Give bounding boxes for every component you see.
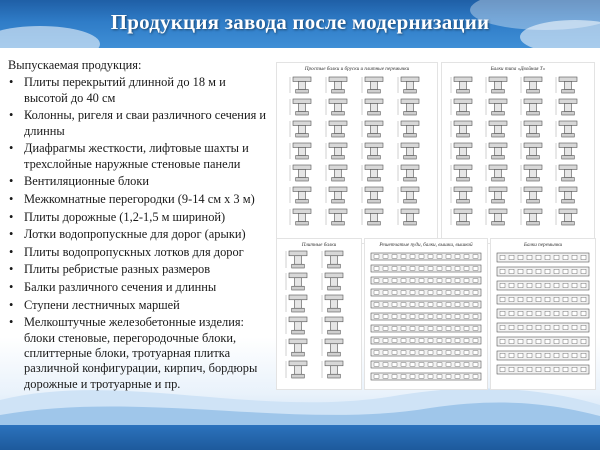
- lattice-beam-sketch: [371, 253, 481, 260]
- product-item: • Межкомнатные перегородки (9-14 см х 3 м): [8, 192, 266, 207]
- beam-section-sketch: [486, 99, 507, 115]
- beam-section-sketch: [556, 165, 577, 181]
- lattice-beam-sketch: [371, 265, 481, 272]
- beam-section-sketch: [322, 339, 343, 356]
- slide-title: Продукция завода после модернизации: [110, 10, 490, 34]
- beam-section-sketch: [398, 209, 419, 225]
- beam-section-sketch: [398, 143, 419, 159]
- figure-slab-beams-title: Плитные балки: [301, 242, 337, 248]
- beam-section-sketch: [556, 77, 577, 93]
- lattice-beam-sketch: [371, 325, 481, 332]
- beam-section-sketch: [290, 143, 311, 159]
- beam-section-sketch: [556, 99, 577, 115]
- beam-section-sketch: [398, 77, 419, 93]
- beam-section-sketch: [286, 273, 307, 290]
- lattice-beam-sketch: [497, 309, 589, 318]
- beam-section-sketch: [362, 143, 383, 159]
- beam-section-sketch: [326, 121, 347, 137]
- lattice-beam-sketch: [497, 323, 589, 332]
- beam-section-sketch: [290, 209, 311, 225]
- lattice-beam-sketch: [371, 301, 481, 308]
- beam-section-sketch: [362, 165, 383, 181]
- figure-simple-beams-title: Простые балки и бруски и плитные перемычки: [304, 66, 410, 72]
- beam-section-sketch: [451, 77, 472, 93]
- beam-section-sketch: [451, 121, 472, 137]
- beam-section-sketch: [556, 121, 577, 137]
- beam-section-sketch: [556, 143, 577, 159]
- slide-footer-bar: [0, 425, 600, 450]
- beam-section-sketch: [286, 251, 307, 268]
- beam-section-sketch: [322, 251, 343, 268]
- beam-section-sketch: [286, 317, 307, 334]
- lattice-beam-sketch: [371, 373, 481, 380]
- product-item: • Вентиляционные блоки: [8, 174, 266, 189]
- lattice-beams-drawing: [365, 239, 487, 389]
- product-list-intro: Выпускаемая продукция:: [8, 58, 142, 72]
- beam-section-sketch: [326, 99, 347, 115]
- figure-lintel-beams: [490, 238, 596, 390]
- product-item: • Колонны, ригеля и сваи различного сечения и длинны: [8, 108, 266, 139]
- beam-section-sketch: [486, 165, 507, 181]
- beam-section-sketch: [521, 143, 542, 159]
- beam-section-sketch: [362, 209, 383, 225]
- beam-section-sketch: [290, 187, 311, 203]
- product-item: • Плиты водопропускных лотков для дорог: [8, 245, 266, 260]
- beam-section-sketch: [322, 273, 343, 290]
- lattice-beam-sketch: [371, 361, 481, 368]
- lattice-beam-sketch: [497, 351, 589, 360]
- beam-section-sketch: [451, 209, 472, 225]
- beam-section-sketch: [290, 121, 311, 137]
- figure-double-t-beams: [441, 62, 595, 244]
- beam-section-sketch: [290, 99, 311, 115]
- beam-section-sketch: [398, 99, 419, 115]
- product-item: • Балки различного сечения и длинны: [8, 280, 266, 295]
- beam-section-sketch: [362, 121, 383, 137]
- beam-section-sketch: [486, 121, 507, 137]
- beam-section-sketch: [486, 209, 507, 225]
- beam-section-sketch: [398, 187, 419, 203]
- lattice-beam-sketch: [497, 295, 589, 304]
- beam-section-sketch: [451, 165, 472, 181]
- product-item: • Диафрагмы жесткости, лифтовые шахты и трехслойные наружные стеновые панели: [8, 141, 266, 172]
- beam-section-sketch: [326, 165, 347, 181]
- lattice-beam-sketch: [371, 313, 481, 320]
- product-item: • Плиты перекрытий длинной до 18 м и высотой до 40 см: [8, 75, 266, 106]
- beam-section-sketch: [398, 121, 419, 137]
- beam-section-sketch: [486, 143, 507, 159]
- lattice-beam-sketch: [497, 337, 589, 346]
- beam-section-sketch: [326, 209, 347, 225]
- beam-section-sketch: [322, 317, 343, 334]
- beam-section-sketch: [398, 165, 419, 181]
- figure-double-t-beams-title: Балки типа «Двойная Т»: [490, 66, 546, 72]
- product-list: [8, 75, 266, 392]
- beam-section-sketch: [326, 143, 347, 159]
- beam-section-sketch: [556, 209, 577, 225]
- lattice-beam-sketch: [371, 277, 481, 284]
- lattice-beam-sketch: [497, 281, 589, 290]
- beam-section-sketch: [486, 187, 507, 203]
- beam-section-sketch: [326, 187, 347, 203]
- figure-lintel-beams-title: Балки перемычки: [523, 242, 563, 248]
- beam-section-sketch: [451, 99, 472, 115]
- product-item: • Лотки водопропускные для дорог (арыки): [8, 227, 266, 242]
- beam-section-sketch: [521, 121, 542, 137]
- product-item: • Ступени лестничных маршей: [8, 298, 266, 313]
- figure-lattice-beams-title: Решетчатые пуди, балки, вышки, вышкой: [379, 242, 473, 248]
- beam-section-sketch: [521, 165, 542, 181]
- figure-slab-beams: [276, 238, 362, 390]
- product-item: • Мелкоштучные железобетонные изделия: блоки стеновые, перегородочные блоки, сплиттерные блоки, тротуарная плитка различной конфигурации, кирпич, бордюры дорожные и тротуарные и пр.: [8, 315, 266, 392]
- beam-section-sketch: [290, 77, 311, 93]
- beam-section-sketch: [362, 77, 383, 93]
- lattice-beam-sketch: [497, 253, 589, 262]
- beam-section-sketch: [286, 361, 307, 378]
- beam-section-sketch: [521, 209, 542, 225]
- beam-section-sketch: [451, 143, 472, 159]
- beam-section-sketch: [521, 77, 542, 93]
- simple-beams-drawing: [277, 63, 437, 243]
- double-t-beams-drawing: [442, 63, 594, 243]
- beam-section-sketch: [521, 187, 542, 203]
- beam-section-sketch: [326, 77, 347, 93]
- beam-section-sketch: [286, 295, 307, 312]
- beam-section-sketch: [521, 99, 542, 115]
- beam-section-sketch: [322, 295, 343, 312]
- beam-section-sketch: [322, 361, 343, 378]
- beam-section-sketch: [362, 187, 383, 203]
- beam-section-sketch: [556, 187, 577, 203]
- lattice-beam-sketch: [371, 349, 481, 356]
- product-item: • Плиты дорожные (1,2-1,5 м шириной): [8, 210, 266, 225]
- beam-section-sketch: [486, 77, 507, 93]
- lattice-beam-sketch: [371, 337, 481, 344]
- lattice-beam-sketch: [371, 289, 481, 296]
- product-list-panel: [8, 58, 266, 394]
- beam-section-sketch: [451, 187, 472, 203]
- slab-beams-drawing: [277, 239, 361, 389]
- lattice-beam-sketch: [497, 365, 589, 374]
- figure-simple-beams: [276, 62, 438, 244]
- lintel-beams-drawing: [491, 239, 595, 389]
- product-item: • Плиты ребристые разных размеров: [8, 262, 266, 277]
- slide-header: [0, 0, 600, 48]
- lattice-beam-sketch: [497, 267, 589, 276]
- beam-section-sketch: [290, 165, 311, 181]
- beam-section-sketch: [362, 99, 383, 115]
- beam-section-sketch: [286, 339, 307, 356]
- figure-lattice-beams: [364, 238, 488, 390]
